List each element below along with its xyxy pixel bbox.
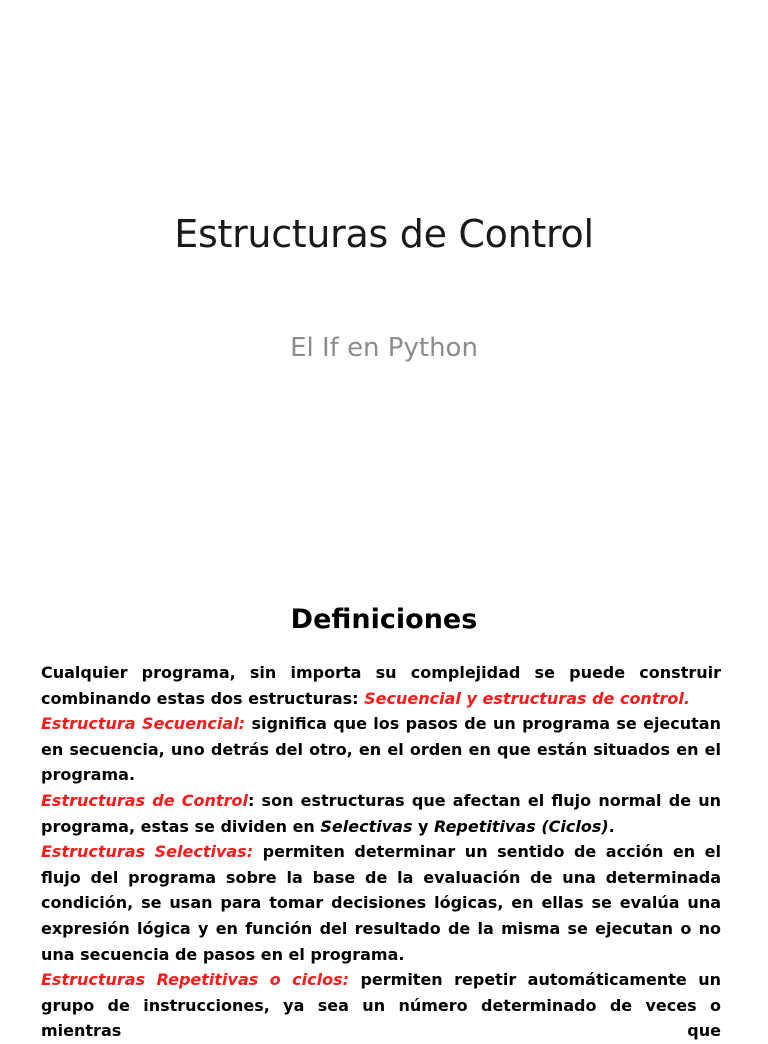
control-term: Estructuras de Control [41,790,248,810]
term-secuencial: Secuencial [364,688,461,708]
term-selectivas: Selectivas [320,816,413,836]
definitions-slide [0,578,768,1041]
intro-paragraph [41,660,721,711]
secuencial-text: significa que los pasos de un programa se ejecutan en secuencia, uno detrás del otro, en el orden en que están situados en el programa. [41,714,721,785]
control-colon: : [247,790,255,810]
control-text: son estructuras que afectan el flujo normal de un programa, estas se dividen en [41,790,722,836]
term-estructuras-de-control: estructuras de control [482,688,684,708]
term-repetitivas: Repetitivas (Ciclos) [434,816,609,836]
secuencial-term: Estructura Secuencial: [41,714,246,734]
intro-conjunction: y [460,688,483,708]
selectivas-text: permiten determinar un sentido de acción en el flujo del programa sobre la base de la evaluación de una determinada condición, se usan para tomar decisiones lógicas, en ellas se evalúa una expresión lógica y en función del resultado de la misma se ejecutan o no una secuencia de pasos en el programa. [41,842,721,964]
intro-end: . [683,688,690,708]
secuencial-paragraph [41,711,721,788]
repetitivas-term: Estructuras Repetitivas o ciclos: [41,970,349,990]
intro-text: Cualquier programa, sin importa su complejidad se puede construir combinando estas dos estructuras: [41,663,721,708]
slide-subtitle: El If en Python [290,333,478,363]
definitions-body [41,660,721,1044]
definitions-heading: Definiciones [290,604,478,635]
selectivas-term: Estructuras Selectivas: [41,842,254,862]
selectivas-paragraph [41,839,721,967]
repetitivas-text: permiten repetir automáticamente un grupo de instrucciones, ya sea un número determinado de veces o mientras que [41,970,721,1041]
repetitivas-paragraph [41,967,721,1044]
control-conjunction: y [412,816,435,836]
control-paragraph [41,788,721,839]
control-end: . [608,816,615,836]
slide-title: Estructuras de Control [174,212,594,256]
